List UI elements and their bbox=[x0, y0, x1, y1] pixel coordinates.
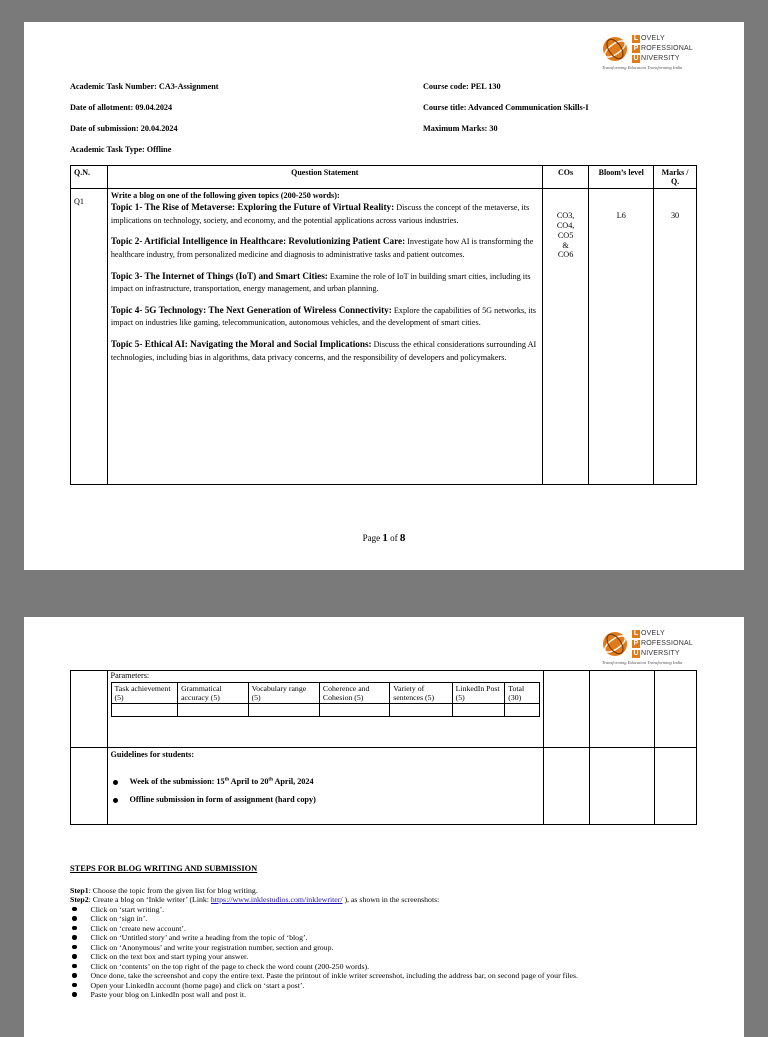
step-2 bbox=[70, 895, 730, 905]
guideline-text: April to 20 bbox=[229, 777, 269, 786]
bullet-icon bbox=[113, 780, 118, 785]
superscript: th bbox=[224, 777, 230, 783]
list-item bbox=[70, 990, 730, 1000]
submission-date: Date of submission: 20.04.2024 bbox=[70, 124, 178, 133]
marks-value: 30 bbox=[654, 189, 697, 485]
bullet-icon bbox=[72, 926, 77, 931]
step-bullet-text: Click on the text box and start typing your answer. bbox=[90, 952, 249, 961]
maximum-marks: Maximum Marks: 30 bbox=[423, 124, 498, 133]
rubric-vocabulary-range: Vocabulary range (5) bbox=[248, 683, 319, 704]
empty-cell bbox=[590, 671, 654, 748]
step-text: : Create a blog on ‘Inkle writer’ (Link: bbox=[88, 895, 211, 904]
course-code: Course code: PEL 130 bbox=[423, 82, 501, 91]
step-label: Step2 bbox=[70, 895, 89, 904]
list-item bbox=[70, 962, 730, 972]
table-row bbox=[71, 189, 697, 485]
step-bullet-text: Open your LinkedIn account (home page) and click on ‘start a post’. bbox=[90, 980, 305, 990]
logo-word: OVELY bbox=[641, 630, 665, 637]
guideline-text: Week of the submission: 15 bbox=[129, 777, 225, 786]
page-number-sep: of bbox=[387, 533, 400, 543]
logo-word: ROFESSIONAL bbox=[641, 640, 693, 647]
logo-word: NIVERSITY bbox=[641, 55, 680, 62]
header-cos: COs bbox=[542, 166, 589, 189]
guidelines-cell bbox=[107, 748, 544, 825]
blog-steps-section bbox=[70, 864, 730, 1000]
step-bullet-text: Click on ‘start writing’. bbox=[90, 904, 165, 914]
question-statement bbox=[107, 189, 542, 485]
score-cell bbox=[111, 704, 178, 717]
question-table bbox=[70, 165, 697, 485]
page-number-prefix: Page bbox=[362, 533, 383, 543]
logo-letter: L bbox=[633, 629, 639, 637]
steps-heading: STEPS FOR BLOG WRITING AND SUBMISSION bbox=[70, 864, 258, 873]
topic-text: Investigate how AI is transforming the healthcare industry, from personalized medicine and diagnosis to administrative tasks and patient outcomes. bbox=[110, 237, 534, 259]
co-item: CO5 bbox=[557, 230, 574, 240]
inklewriter-link[interactable]: https://www.inklestudios.com/inklewriter/ bbox=[210, 895, 343, 904]
list-item bbox=[111, 795, 541, 804]
empty-cell bbox=[654, 748, 696, 825]
bullet-icon bbox=[113, 798, 118, 803]
topic-5 bbox=[111, 338, 539, 363]
table-header-row bbox=[71, 166, 697, 189]
score-cell bbox=[505, 704, 540, 717]
topic-title: Topic 5- Ethical AI: Navigating the Moral and Social Implications: bbox=[110, 339, 372, 350]
topic-text: Explore the capabilities of 5G networks, its impact on industries like gaming, telecommunication, autonomous vehicles, and the development of smart cities. bbox=[110, 305, 536, 328]
logo-word: ROFESSIONAL bbox=[641, 45, 693, 52]
allotment-date: Date of allotment: 09.04.2024 bbox=[70, 103, 173, 112]
page-number-total: 8 bbox=[399, 532, 406, 544]
bullet-icon bbox=[72, 916, 77, 921]
co-item: CO3, bbox=[556, 211, 575, 220]
score-cell bbox=[452, 704, 505, 717]
topic-text: Examine the role of IoT in building smart cities, including its impact on infrastructure, transportation, energy management, and urban planning. bbox=[110, 271, 531, 294]
bullet-icon bbox=[72, 945, 77, 950]
empty-cell bbox=[654, 671, 696, 748]
score-cell bbox=[178, 704, 248, 717]
document-page-2 bbox=[24, 617, 744, 1037]
step-bullet-text: Once done, take the screenshot and copy the entire text. Paste the printout of inkle writer screenshot, including the address bar, on second page of your files. bbox=[90, 971, 578, 980]
list-item bbox=[70, 971, 730, 981]
bullet-icon bbox=[72, 935, 77, 940]
logo-letter: U bbox=[633, 54, 639, 62]
rubric-grammatical-accuracy: Grammatical accuracy (5) bbox=[178, 683, 248, 704]
course-title: Course title: Advanced Communication Skills-I bbox=[423, 103, 589, 112]
step-bullet-text: Click on ‘create new account’. bbox=[90, 923, 186, 933]
topic-title: Topic 2- Artificial Intelligence in Healthcare: Revolutionizing Patient Care: bbox=[110, 236, 406, 247]
topic-title: Topic 4- 5G Technology: The Next Generation of Wireless Connectivity: bbox=[110, 304, 392, 315]
topic-title: Topic 3- The Internet of Things (IoT) and Smart Cities: bbox=[110, 270, 328, 281]
empty-cell bbox=[71, 748, 108, 825]
header-question-statement: Question Statement bbox=[107, 166, 542, 189]
task-type: Academic Task Type: Offline bbox=[70, 145, 172, 154]
step-text: : Choose the topic from the given list for blog writing. bbox=[88, 885, 258, 895]
page-number bbox=[24, 532, 744, 544]
guidelines-list bbox=[111, 777, 541, 804]
task-meta-right bbox=[423, 82, 589, 145]
bullet-icon bbox=[72, 964, 77, 969]
rubric-header-row bbox=[111, 683, 540, 704]
header-blooms-level: Bloom’s level bbox=[589, 166, 654, 189]
bullet-icon bbox=[72, 954, 77, 959]
rubric-score-row bbox=[111, 704, 540, 717]
task-meta-left bbox=[70, 82, 219, 166]
page-number-current: 1 bbox=[382, 532, 388, 544]
topic-text: Discuss the ethical considerations surrounding AI technologies, including bias in algorithms, data privacy concerns, and the responsibility of developers and policymakers. bbox=[110, 340, 537, 362]
rubric-variety-of-sentences: Variety of sentences (5) bbox=[390, 683, 452, 704]
logo-letter: U bbox=[633, 649, 639, 657]
rubric-table bbox=[111, 682, 541, 717]
parameters-cell bbox=[107, 671, 544, 748]
guideline-text: April, 2024 bbox=[272, 777, 314, 786]
superscript: th bbox=[268, 777, 273, 783]
document-page-1 bbox=[24, 22, 744, 570]
topic-4 bbox=[111, 304, 539, 329]
rubric-task-achievement: Task achievement (5) bbox=[111, 683, 178, 704]
list-item bbox=[70, 952, 730, 962]
score-cell bbox=[390, 704, 452, 717]
course-outcomes bbox=[542, 189, 589, 485]
logo-letter: P bbox=[633, 44, 639, 52]
score-cell bbox=[319, 704, 389, 717]
university-logo bbox=[602, 629, 700, 669]
co-item: CO4, bbox=[556, 220, 575, 230]
list-item bbox=[70, 924, 730, 934]
step-1 bbox=[70, 886, 730, 896]
blooms-level-value: L6 bbox=[589, 189, 654, 485]
step-bullet-text: Paste your blog on LinkedIn post wall and post it. bbox=[90, 990, 246, 999]
list-item bbox=[70, 933, 730, 943]
header-qn: Q.N. bbox=[71, 166, 108, 189]
empty-cell bbox=[544, 748, 590, 825]
list-item bbox=[70, 914, 730, 924]
step-label: Step1 bbox=[70, 885, 89, 895]
co-item: CO6 bbox=[557, 250, 574, 260]
topic-2 bbox=[111, 235, 539, 260]
table-row bbox=[71, 748, 697, 825]
task-number: Academic Task Number: CA3-Assignment bbox=[70, 82, 219, 91]
empty-cell bbox=[590, 748, 654, 825]
empty-cell bbox=[71, 671, 108, 748]
topic-1 bbox=[111, 201, 539, 226]
logo-letter: L bbox=[633, 34, 639, 42]
steps-list bbox=[70, 905, 730, 1000]
parameters-table bbox=[70, 670, 697, 825]
question-number: Q1 bbox=[71, 189, 108, 485]
bullet-icon bbox=[72, 907, 77, 912]
bullet-icon bbox=[72, 983, 77, 988]
step-bullet-text: Click on ‘sign in’. bbox=[90, 914, 148, 923]
step-bullet-text: Click on ‘contents’ on the top right of the page to check the word count (200-250 words). bbox=[90, 961, 370, 971]
step-bullet-text: Click on ‘Anonymous’ and write your registration number, section and group. bbox=[90, 942, 334, 952]
lpu-emblem-icon bbox=[602, 36, 628, 62]
step-text: ), as shown in the screenshots: bbox=[342, 895, 440, 904]
logo-tagline: Transforming Education Transforming India bbox=[602, 660, 683, 665]
logo-word: NIVERSITY bbox=[641, 650, 680, 657]
co-item: & bbox=[562, 240, 569, 250]
parameters-label: Parameters: bbox=[110, 671, 150, 680]
question-intro: Write a blog on one of the following given topics (200-250 words): bbox=[110, 191, 340, 200]
bullet-icon bbox=[72, 992, 77, 997]
step-bullet-text: Click on ‘Untitled story’ and write a heading from the topic of ‘blog’. bbox=[90, 933, 308, 942]
logo-tagline: Transforming Education Transforming India bbox=[602, 65, 683, 70]
header-marks: Marks / Q. bbox=[654, 166, 697, 189]
topic-text: Discuss the concept of the metaverse, its implications on technology, society, and economy, and the potential applications across various industries. bbox=[110, 203, 530, 225]
lpu-emblem-icon bbox=[602, 631, 628, 657]
university-logo bbox=[602, 34, 700, 74]
rubric-coherence-cohesion: Coherence and Cohesion (5) bbox=[319, 683, 389, 704]
list-item bbox=[70, 905, 730, 915]
guidelines-label: Guidelines for students: bbox=[110, 750, 195, 759]
table-row bbox=[71, 671, 697, 748]
empty-cell bbox=[544, 671, 590, 748]
list-item bbox=[70, 981, 730, 991]
score-cell bbox=[248, 704, 319, 717]
rubric-total: Total (30) bbox=[505, 683, 540, 704]
topic-title: Topic 1- The Rise of Metaverse: Exploring the Future of Virtual Reality: bbox=[110, 202, 395, 213]
list-item bbox=[111, 777, 541, 786]
topic-3 bbox=[111, 270, 539, 295]
list-item bbox=[70, 943, 730, 953]
bullet-icon bbox=[72, 973, 77, 978]
logo-letter: P bbox=[633, 639, 639, 647]
logo-word: OVELY bbox=[641, 35, 665, 42]
guideline-text: Offline submission in form of assignment (hard copy) bbox=[129, 795, 316, 804]
rubric-linkedin-post: LinkedIn Post (5) bbox=[452, 683, 505, 704]
